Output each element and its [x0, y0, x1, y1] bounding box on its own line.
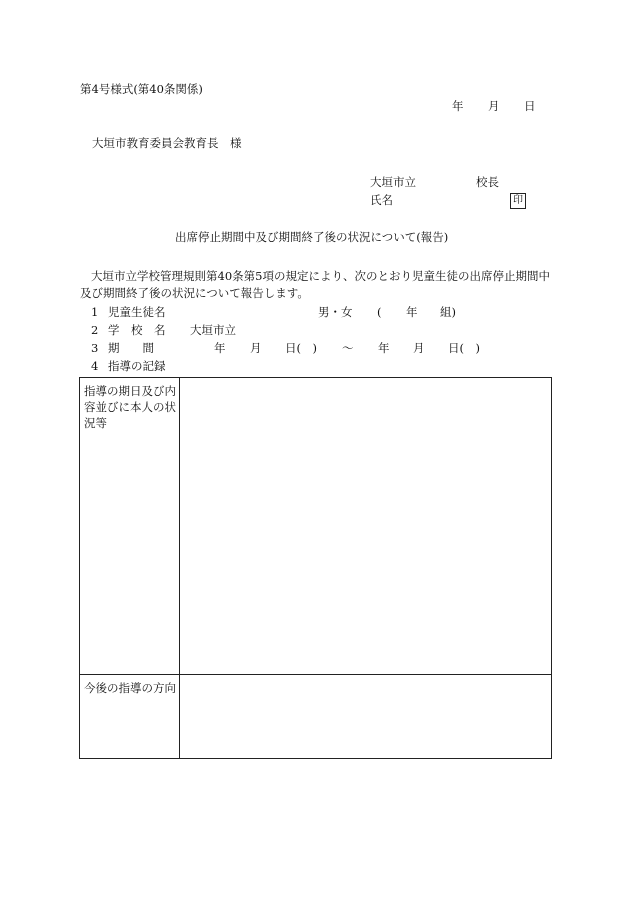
item-4-number: 4	[91, 359, 99, 373]
period-start-day: 日( )	[285, 341, 317, 355]
item-2-label: 学 校 名	[108, 323, 166, 337]
date-month: 月	[488, 99, 500, 113]
addressee: 大垣市教育委員会教育長 様	[92, 136, 242, 150]
date-year: 年	[452, 99, 464, 113]
principal-title: 校長	[476, 175, 499, 189]
grade-year-label: 年	[406, 305, 418, 319]
guidance-record-table	[79, 377, 552, 759]
period-start-month: 月	[250, 341, 262, 355]
item-2-number: 2	[91, 323, 99, 337]
body-paragraph	[80, 268, 555, 302]
seal-stamp: 印	[510, 193, 526, 209]
future-guidance-label: 今後の指導の方向	[80, 675, 180, 759]
school-name-value: 大垣市立	[190, 323, 236, 337]
future-guidance-field[interactable]	[180, 675, 552, 759]
guidance-details-label: 指導の期日及び内容並びに本人の状況等	[80, 378, 180, 675]
form-number: 第4号様式(第40条関係)	[80, 82, 203, 96]
table-row	[80, 378, 552, 675]
gender-choice: 男・女	[318, 305, 353, 319]
item-1-label: 児童生徒名	[108, 305, 166, 319]
date-day: 日	[524, 99, 536, 113]
item-3-number: 3	[91, 341, 99, 355]
period-tilde: ～	[342, 341, 354, 355]
class-label: 組)	[440, 305, 456, 319]
body-text: 大垣市立学校管理規則第40条第5項の規定により、次のとおり児童生徒の出席停止期間中及び期間終了後の状況について報告します。	[80, 269, 550, 300]
table-row	[80, 675, 552, 759]
school-prefix: 大垣市立	[370, 175, 416, 189]
period-start-year: 年	[214, 341, 226, 355]
name-label: 氏名	[370, 193, 393, 207]
period-end-year: 年	[378, 341, 390, 355]
grade-open-paren: (	[377, 305, 382, 319]
item-3-label: 期 間	[108, 341, 154, 355]
period-end-month: 月	[413, 341, 425, 355]
document-title: 出席停止期間中及び期間終了後の状況について(報告)	[175, 230, 449, 244]
item-4-label: 指導の記録	[108, 359, 166, 373]
item-1-number: 1	[91, 305, 99, 319]
period-end-day: 日( )	[448, 341, 480, 355]
guidance-details-field[interactable]	[180, 378, 552, 675]
